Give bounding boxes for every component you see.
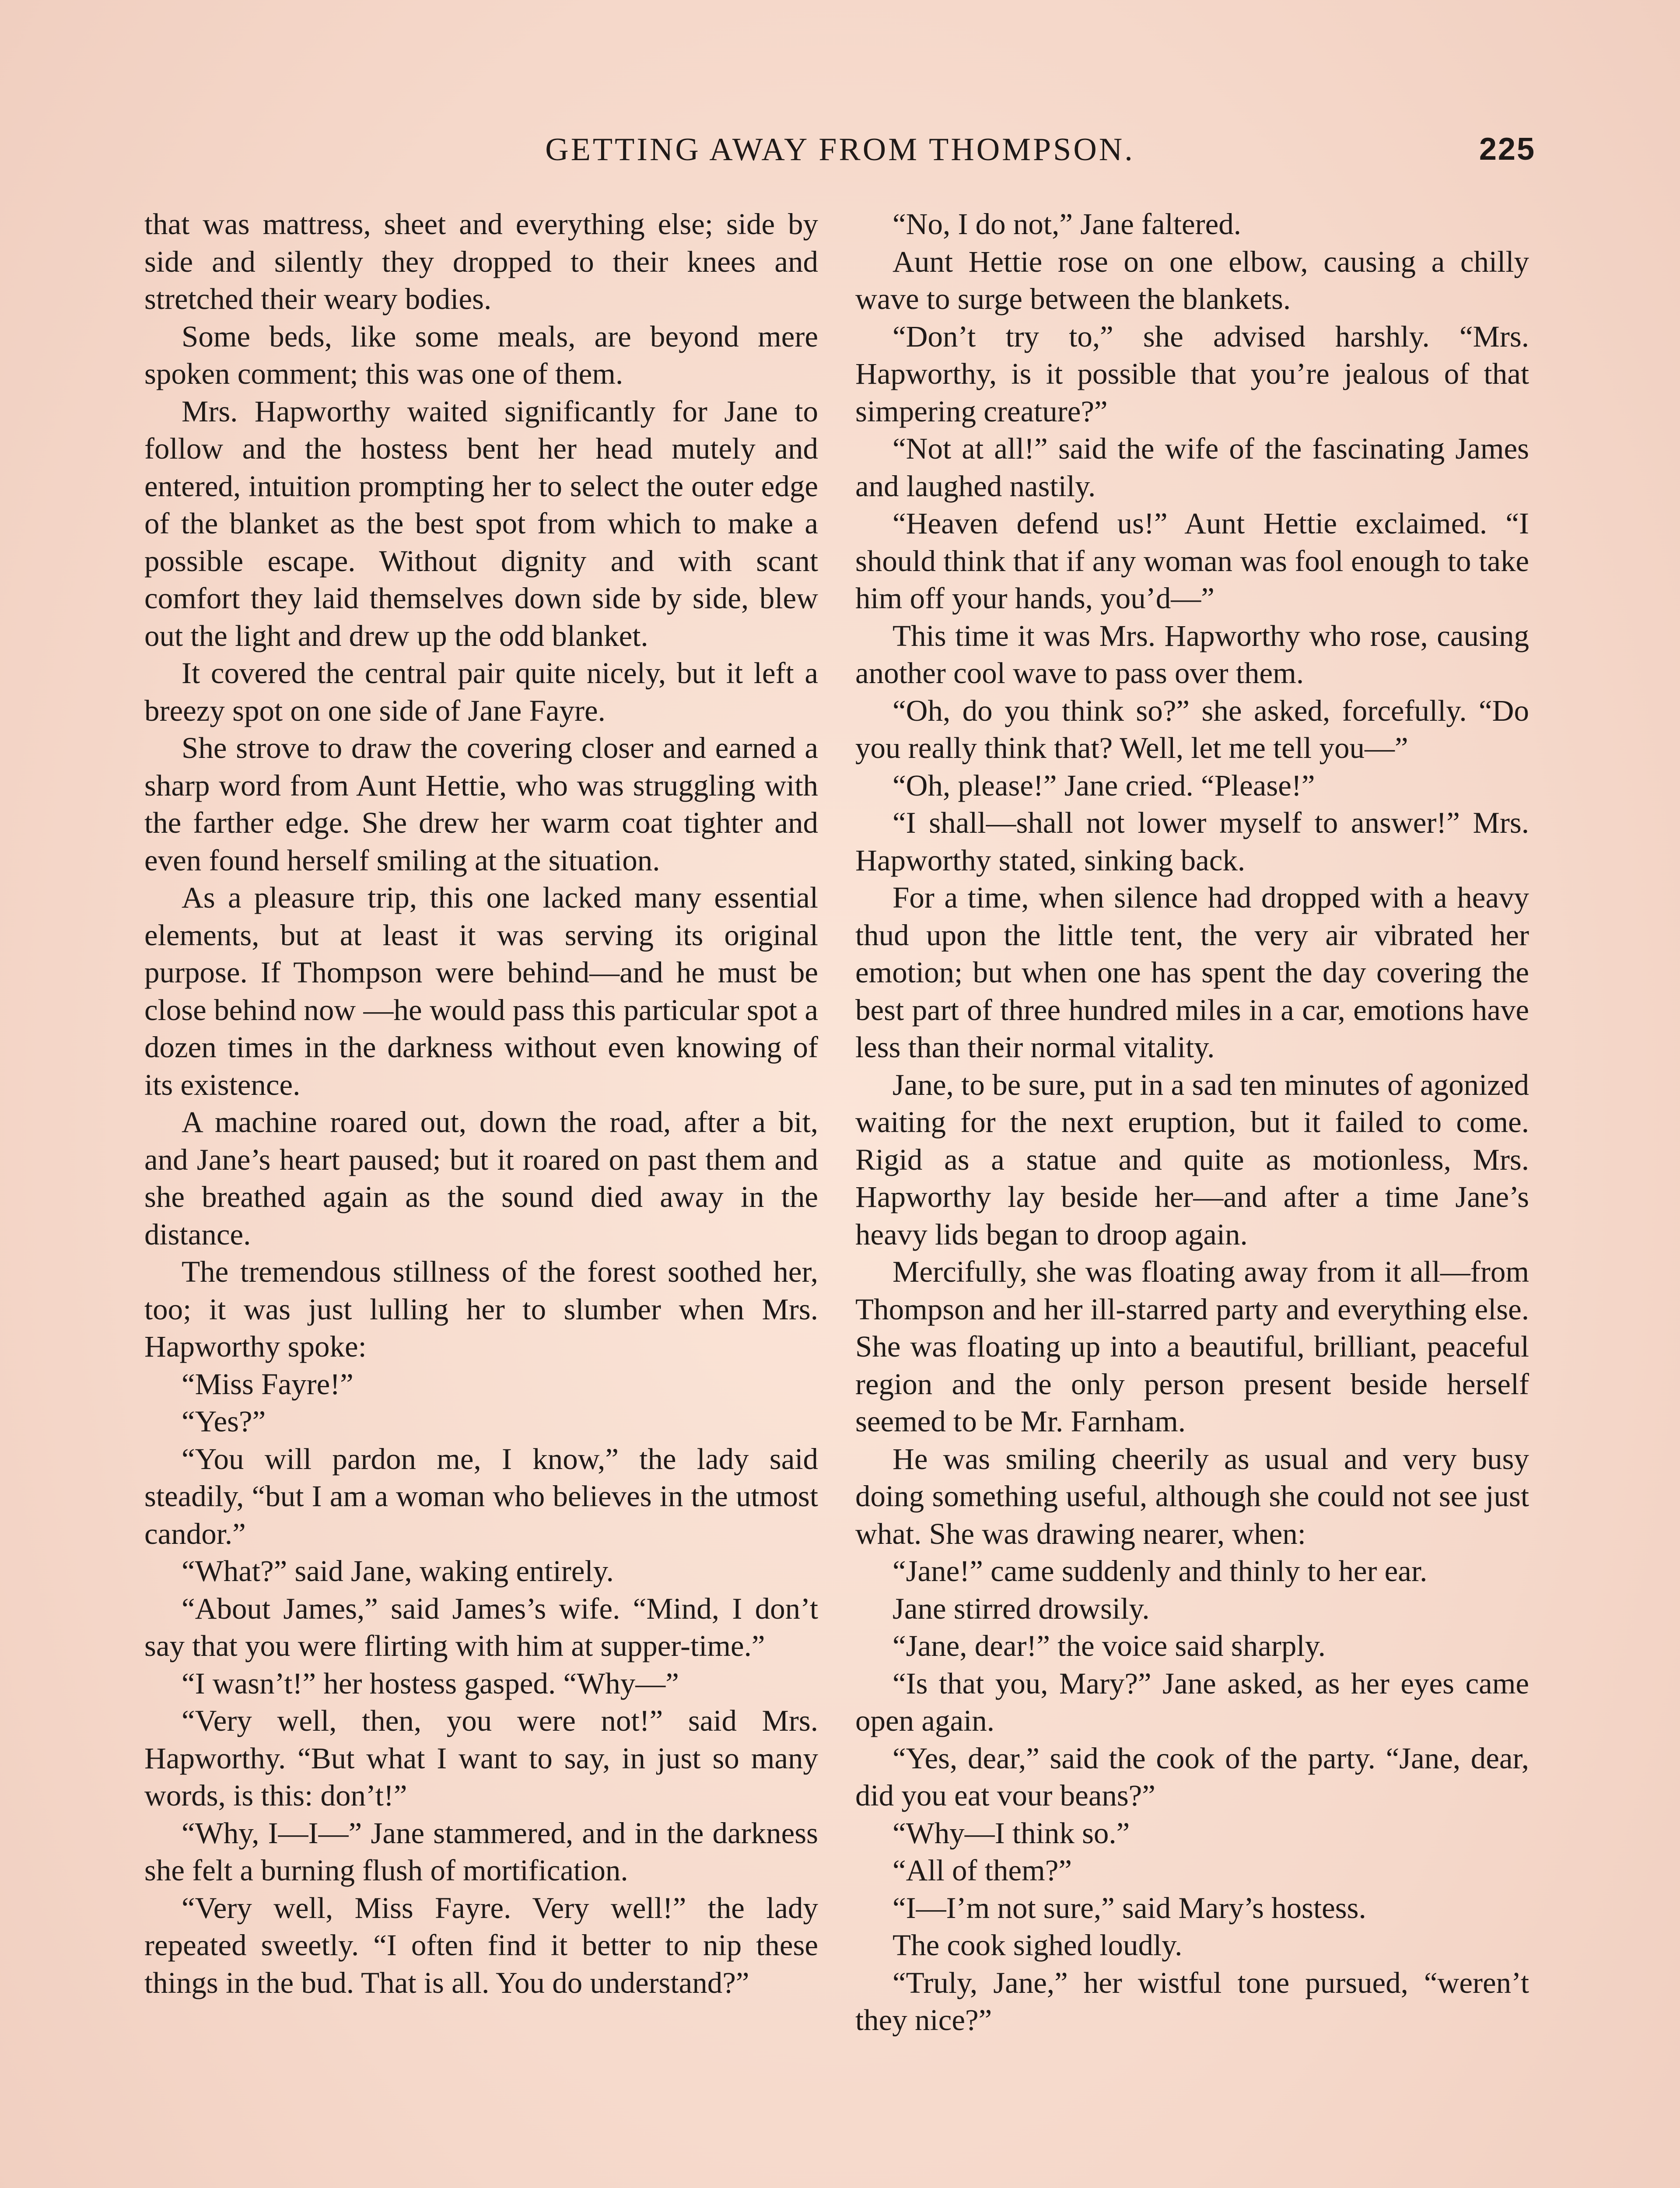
paragraph: “Very well, Miss Fayre. Very well!” the lady repeated sweetly. “I often find it better to nip these things in the bud. That is all. You do understand?” xyxy=(144,1891,818,1999)
paragraph: “Oh, please!” Jane cried. “Please!” xyxy=(892,768,1315,802)
paragraph: “You will pardon me, I know,” the lady said steadily, “but I am a woman who believes in the utmost candor.” xyxy=(144,1442,818,1550)
paragraph: “No, I do not,” Jane faltered. xyxy=(892,207,1242,241)
paragraph: “Truly, Jane,” her wistful tone pursued, “weren’t they nice?” xyxy=(855,1966,1529,2037)
paragraph: “Very well, then, you were not!” said Mrs. Hapworthy. “But what I want to say, in just so many words, is this: don’t!” xyxy=(144,1704,818,1812)
paragraph: “Why, I—I—” Jane stammered, and in the darkness she felt a burning flush of mortification. xyxy=(144,1816,818,1887)
paragraph: “Jane, dear!” the voice said sharply. xyxy=(892,1629,1326,1662)
paragraph: that was mattress, sheet and everything else; side by side and silently they dropped to their knees and stretched their weary bodies. xyxy=(144,207,818,316)
text-column-left xyxy=(144,206,818,2002)
paragraph: “About James,” said James’s wife. “Mind, I don’t say that you were flirting with him at supper-time.” xyxy=(144,1592,818,1662)
paragraph: Jane, to be sure, put in a sad ten minutes of agonized waiting for the next eruption, but it failed to come. Rigid as a statue and quite as motionless, Mrs. Hapworthy lay beside her—and after a time Jane’s heavy lids began to droop again. xyxy=(855,1068,1529,1251)
paragraph: “Yes, dear,” said the cook of the party. “Jane, dear, did you eat vour beans?” xyxy=(855,1741,1529,1812)
paragraph: Some beds, like some meals, are beyond mere spoken comment; this was one of them. xyxy=(144,319,818,390)
paragraph: Aunt Hettie rose on one elbow, causing a chilly wave to surge between the blankets. xyxy=(855,245,1529,316)
paragraph: “Not at all!” said the wife of the fascinating James and laughed nastily. xyxy=(855,432,1529,503)
paragraph: “I—I’m not sure,” said Mary’s hostess. xyxy=(892,1891,1366,1925)
paragraph: As a pleasure trip, this one lacked many essential elements, but at least it was serving its original purpose. If Thompson were behind—and he must be close behind now —he would pass this particular spot a dozen times in the darkness without even knowing of its existence. xyxy=(144,881,818,1101)
paragraph: Jane stirred drowsily. xyxy=(892,1592,1150,1625)
paragraph: He was smiling cheerily as usual and very busy doing something useful, although she could not see just what. She was drawing nearer, when: xyxy=(855,1442,1529,1550)
paragraph: A machine roared out, down the road, after a bit, and Jane’s heart paused; but it roared on past them and she breathed again as the sound died away in the distance. xyxy=(144,1105,818,1251)
paragraph: “All of them?” xyxy=(892,1854,1072,1887)
page-header xyxy=(144,131,1536,179)
paragraph: She strove to draw the covering closer and earned a sharp word from Aunt Hettie, who was struggling with the farther edge. She drew her warm coat tighter and even found herself smiling at the situation. xyxy=(144,731,818,877)
paragraph: “Is that you, Mary?” Jane asked, as her eyes came open again. xyxy=(855,1666,1529,1737)
paragraph: “Miss Fayre!” xyxy=(182,1367,354,1401)
paragraph: “Heaven defend us!” Aunt Hettie exclaimed. “I should think that if any woman was fool enough to take him off your hands, you’d—” xyxy=(855,507,1529,615)
paragraph: “I shall—shall not lower myself to answer!” Mrs. Hapworthy stated, sinking back. xyxy=(855,806,1529,877)
paragraph: “Yes?” xyxy=(182,1405,266,1438)
running-title: GETTING AWAY FROM THOMPSON. xyxy=(545,132,1135,168)
paragraph: It covered the central pair quite nicely, but it left a breezy spot on one side of Jane Fayre. xyxy=(144,656,818,727)
paragraph: “Jane!” came suddenly and thinly to her ear. xyxy=(892,1554,1428,1588)
paragraph: Mrs. Hapworthy waited significantly for Jane to follow and the hostess bent her head mutely and entered, intuition prompting her to select the outer edge of the blanket as the best spot from which to make a possible escape. Without dignity and with scant comfort they laid themselves down side by side, blew out the light and drew up the odd blanket. xyxy=(144,394,818,652)
paragraph: The cook sighed loudly. xyxy=(892,1929,1183,1962)
paragraph: For a time, when silence had dropped with a heavy thud upon the little tent, the very air vibrated her emotion; but when one has spent the day covering the best part of three hundred miles in a car, emotions have less than their normal vitality. xyxy=(855,881,1529,1064)
text-column-right xyxy=(855,206,1529,2039)
paragraph: “Why—I think so.” xyxy=(892,1816,1130,1850)
paragraph: “Don’t try to,” she advised harshly. “Mrs. Hapworthy, is it possible that you’re jealous of that simpering creature?” xyxy=(855,319,1529,428)
paragraph: The tremendous stillness of the forest soothed her, too; it was just lulling her to slumber when Mrs. Hapworthy spoke: xyxy=(144,1255,818,1363)
paragraph: “I wasn’t!” her hostess gasped. “Why—” xyxy=(182,1666,679,1700)
paragraph: “What?” said Jane, waking entirely. xyxy=(182,1554,614,1588)
paragraph: Mercifully, she was floating away from it all—from Thompson and her ill-starred party and everything else. She was floating up into a beautiful, brilliant, peaceful region and the only person present beside herself seemed to be Mr. Farnham. xyxy=(855,1255,1529,1438)
paragraph: This time it was Mrs. Hapworthy who rose, causing another cool wave to pass over them. xyxy=(855,619,1529,690)
paragraph: “Oh, do you think so?” she asked, forcefully. “Do you really think that? Well, let me tell you—” xyxy=(855,694,1529,764)
page-number: 225 xyxy=(1479,132,1536,167)
